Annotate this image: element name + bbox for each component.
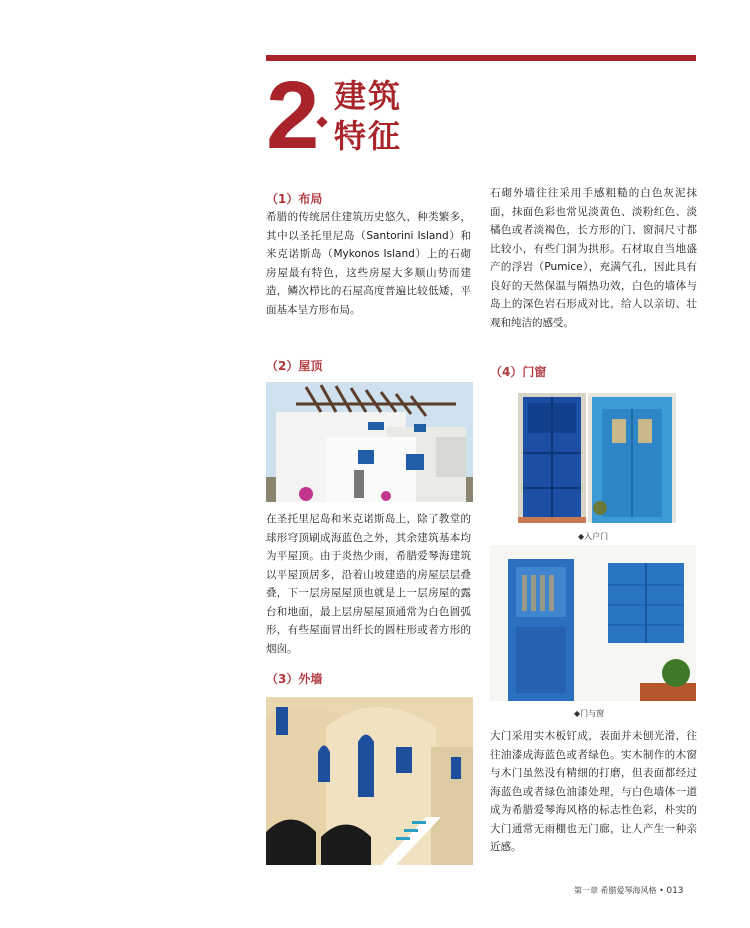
section-heading-roof: （2）屋顶 [266,359,323,373]
caption-window: ◆门与窗 [574,709,605,718]
section-text-roof: 在圣托里尼岛和米克诺斯岛上，除了教堂的球形穹顶刷成海蓝色之外，其余建筑基本均为平屋顶。由于炎热少雨，希腊爱琴海建筑以平屋顶居多，沿着山坡建造的房屋层层叠叠，下一层房屋屋顶也就是上一层房屋的露台和地面，最上层房屋屋顶通常为白色圆弧形，有些屋面冒出纤长的圆柱形或者方形的烟囱。 [266,513,471,655]
section-heading-layout: （1）布局 [266,192,323,206]
section-text-wall: 石砌外墙往往采用手感粗糙的白色灰泥抹面，抹面色彩也常见淡黄色、淡粉红色、淡橘色或者淡褐色，长方形的门、窗洞尺寸都比较小，有些门洞为拱形。石材取自当地盛产的浮岩（Pumice），充满气孔，因此具有良好的天然保温与隔热功效，白色的墙体与岛上的深色岩石形成对比，给人以亲切、壮观和纯洁的感受。 [490,187,697,329]
wall-photo [266,697,473,865]
page-number: 013 [666,886,684,896]
door-photo-left [518,393,586,523]
footer-book-title: 希腊爱琴海风格 [600,886,657,895]
roof-photo [266,382,473,502]
chapter-number: 2 [266,62,316,169]
page-footer [574,885,684,896]
section-heading-wall: （3）外墙 [266,672,323,686]
top-rule [266,55,696,61]
section-heading-door-window: （4）门窗 [490,365,547,379]
footer-separator-dot: • [659,886,664,895]
door-photo-right [588,393,676,523]
section-text-layout: 希腊的传统居住建筑历史悠久，种类繁多，其中以圣托里尼岛（Santorini Island）和米克诺斯岛（Mykonos Island）上的石砌房屋最有特色，这些房屋大多顺山势而建造，鳞次栉比的石屋高度普遍比较低矮，平面基本呈方形布局。 [266,211,471,316]
chapter-title-line-1: 建筑 [334,77,403,115]
chapter-title-line-2: 特征 [334,117,403,155]
caption-door: ◆入户门 [578,532,609,541]
footer-chapter: 第一章 [574,886,598,895]
section-text-door-window: 大门采用实木板钉成，表面并未刨光滑，往往油漆成海蓝色或者绿色。实木制作的木窗与木门虽然没有精细的打磨，但表面都经过海蓝色或者绿色油漆处理，与白色墙体一道成为希腊爱琴海风格的标志性色彩，朴实的大门通常无雨棚也无门廊，让人产生一种亲近感。 [490,730,697,853]
chapter-number-dot [316,116,327,127]
window-photo [490,545,696,701]
